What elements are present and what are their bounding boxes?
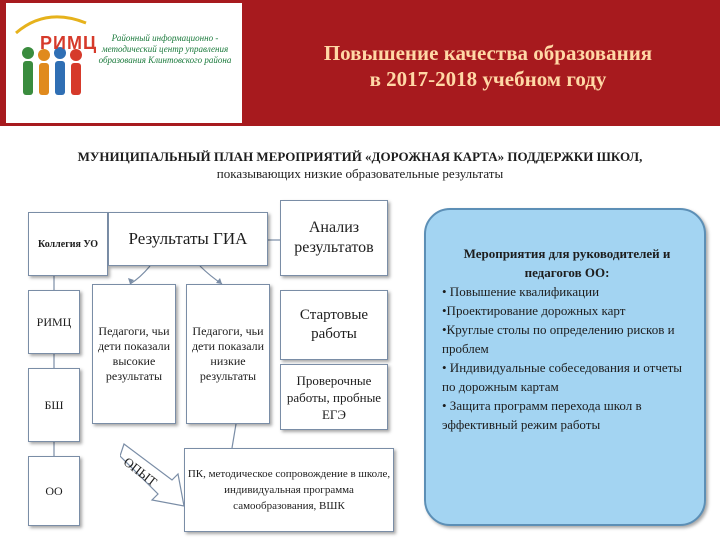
box-check-works: Проверочные работы, пробные ЕГЭ bbox=[280, 364, 388, 430]
logo-text: Районный информационно - методический центр управления образования Клинтовского района bbox=[98, 33, 232, 65]
box-pk: ПК, методическое сопровождение в школе, индивидуальная программа самообразования, ВШК bbox=[184, 448, 394, 532]
subtitle-line-1: МУНИЦИПАЛЬНЫЙ ПЛАН МЕРОПРИЯТИЙ «ДОРОЖНАЯ КАРТА» ПОДДЕРЖКИ ШКОЛ, bbox=[77, 149, 643, 164]
list-item: •Проектирование дорожных карт bbox=[442, 303, 626, 318]
title-line-1: Повышение качества образования bbox=[323, 41, 653, 65]
measures-title: Мероприятия для руководителей и педагогов ОО: bbox=[463, 246, 671, 280]
opyt-text: ОПЫТ bbox=[120, 454, 160, 490]
list-item: •Круглые столы по определению рисков и проблем bbox=[442, 322, 675, 356]
subtitle-line-2: показывающих низкие образовательные результаты bbox=[216, 166, 504, 181]
measures-list bbox=[442, 282, 692, 434]
list-item: • Индивидуальные собеседования и отчеты по дорожным картам bbox=[442, 360, 683, 394]
list-item: • Защита программ перехода школ в эффективный режим работы bbox=[442, 398, 642, 432]
box-teachers-high: Педагоги, чьи дети показали высокие результаты bbox=[92, 284, 176, 424]
box-measures bbox=[424, 208, 706, 526]
box-analysis: Анализ результатов bbox=[280, 200, 388, 276]
box-bsh: БШ bbox=[28, 368, 80, 442]
box-start-works: Стартовые работы bbox=[280, 290, 388, 360]
box-rimc: РИМЦ bbox=[28, 290, 80, 354]
title-line-2: в 2017-2018 учебном году bbox=[369, 67, 607, 91]
logo-abbr: РИМЦ bbox=[40, 33, 98, 53]
box-gia-results: Результаты ГИА bbox=[108, 212, 268, 266]
list-item: • Повышение квалификации bbox=[442, 284, 600, 299]
box-kollegia: Коллегия УО bbox=[28, 212, 108, 276]
box-teachers-low: Педагоги, чьи дети показали низкие результаты bbox=[186, 284, 270, 424]
opyt-label bbox=[122, 440, 182, 500]
box-oo: ОО bbox=[28, 456, 80, 526]
